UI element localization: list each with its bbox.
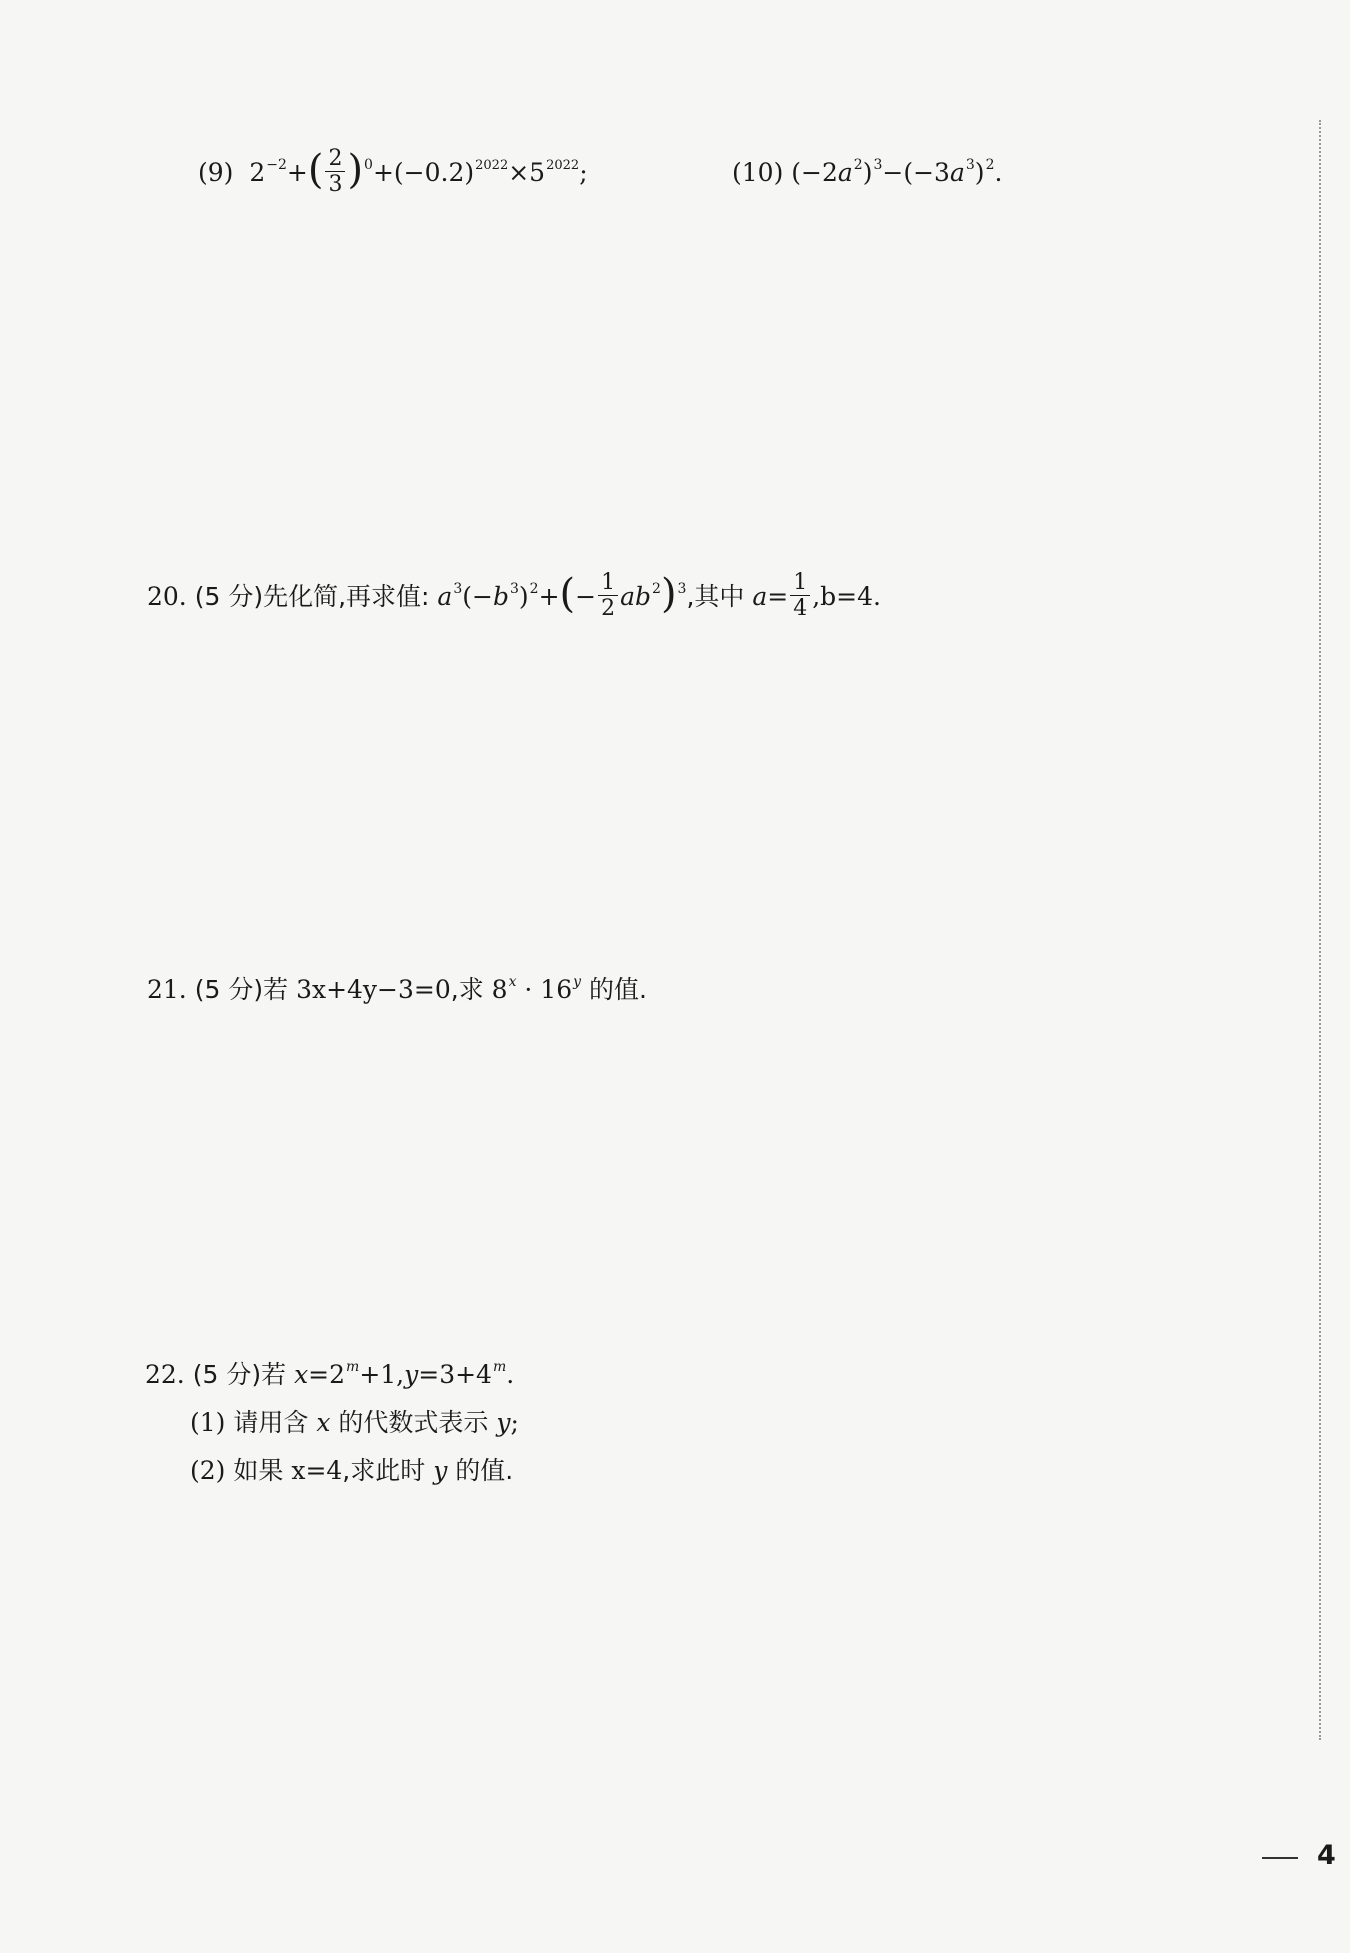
condition-a: a= $\frac{1}{4}$ <box>752 582 812 611</box>
expression-9: $2^{-2}+$( $\frac{2}{3}$ )$^0+(-0.2)^{2022}\times 5^{2022}$; <box>249 146 588 198</box>
question-stem: 先化简,再求值: <box>263 581 430 611</box>
part-label: (9) <box>198 157 234 187</box>
question-number: 20. <box>147 581 187 611</box>
sub-label: (1) <box>190 1408 226 1437</box>
condition-b: ,b=4. <box>812 581 881 611</box>
q19-part10: (10) $(-2a^2)^3-(-3a^3)^2$. <box>732 157 1003 187</box>
question-22-sub1: (1) 请用含 x 的代数式表示 y; <box>190 1408 519 1437</box>
binding-margin-line <box>1319 120 1321 1740</box>
score-label: (5 分) <box>194 975 264 1004</box>
question-21: 21. (5 分)若 3x+4y−3=0,求 $8^x \cdot 16^y$ 的值. <box>147 974 647 1004</box>
expression-22: $x=2^m+1,y=3+4^m$. <box>294 1359 515 1389</box>
page-number-dash <box>1262 1857 1298 1859</box>
page-number: 4 <box>1317 1840 1336 1871</box>
part-label: (10) <box>732 158 784 187</box>
question-20: 20. (5 分)先化简,再求值: $a^3(-b^3)^2+(-$ $\frac{1}{2}$ $ab^2)^3$,其中 a= $\frac{1}{4}$ ,b=4. <box>147 570 881 622</box>
expression-21: $8^x \cdot 16^y$ <box>491 974 582 1004</box>
q19-part9 <box>198 148 588 201</box>
expression-20: $a^3(-b^3)^2+(-$ $\frac{1}{2}$ $ab^2)^3$ <box>437 570 687 622</box>
question-number: 22. <box>145 1360 185 1389</box>
question-number: 21. <box>147 975 187 1004</box>
equation-21: 3x+4y−3=0 <box>296 975 451 1004</box>
score-label: (5 分) <box>194 581 264 611</box>
question-22: 22. (5 分)若 $x=2^m+1,y=3+4^m$. <box>145 1359 515 1389</box>
score-label: (5 分) <box>192 1360 262 1389</box>
sub-label: (2) <box>190 1456 226 1485</box>
expression-10: $(-2a^2)^3-(-3a^3)^2$ <box>791 157 995 187</box>
question-22-sub2: (2) 如果 x=4,求此时 y 的值. <box>190 1456 514 1485</box>
